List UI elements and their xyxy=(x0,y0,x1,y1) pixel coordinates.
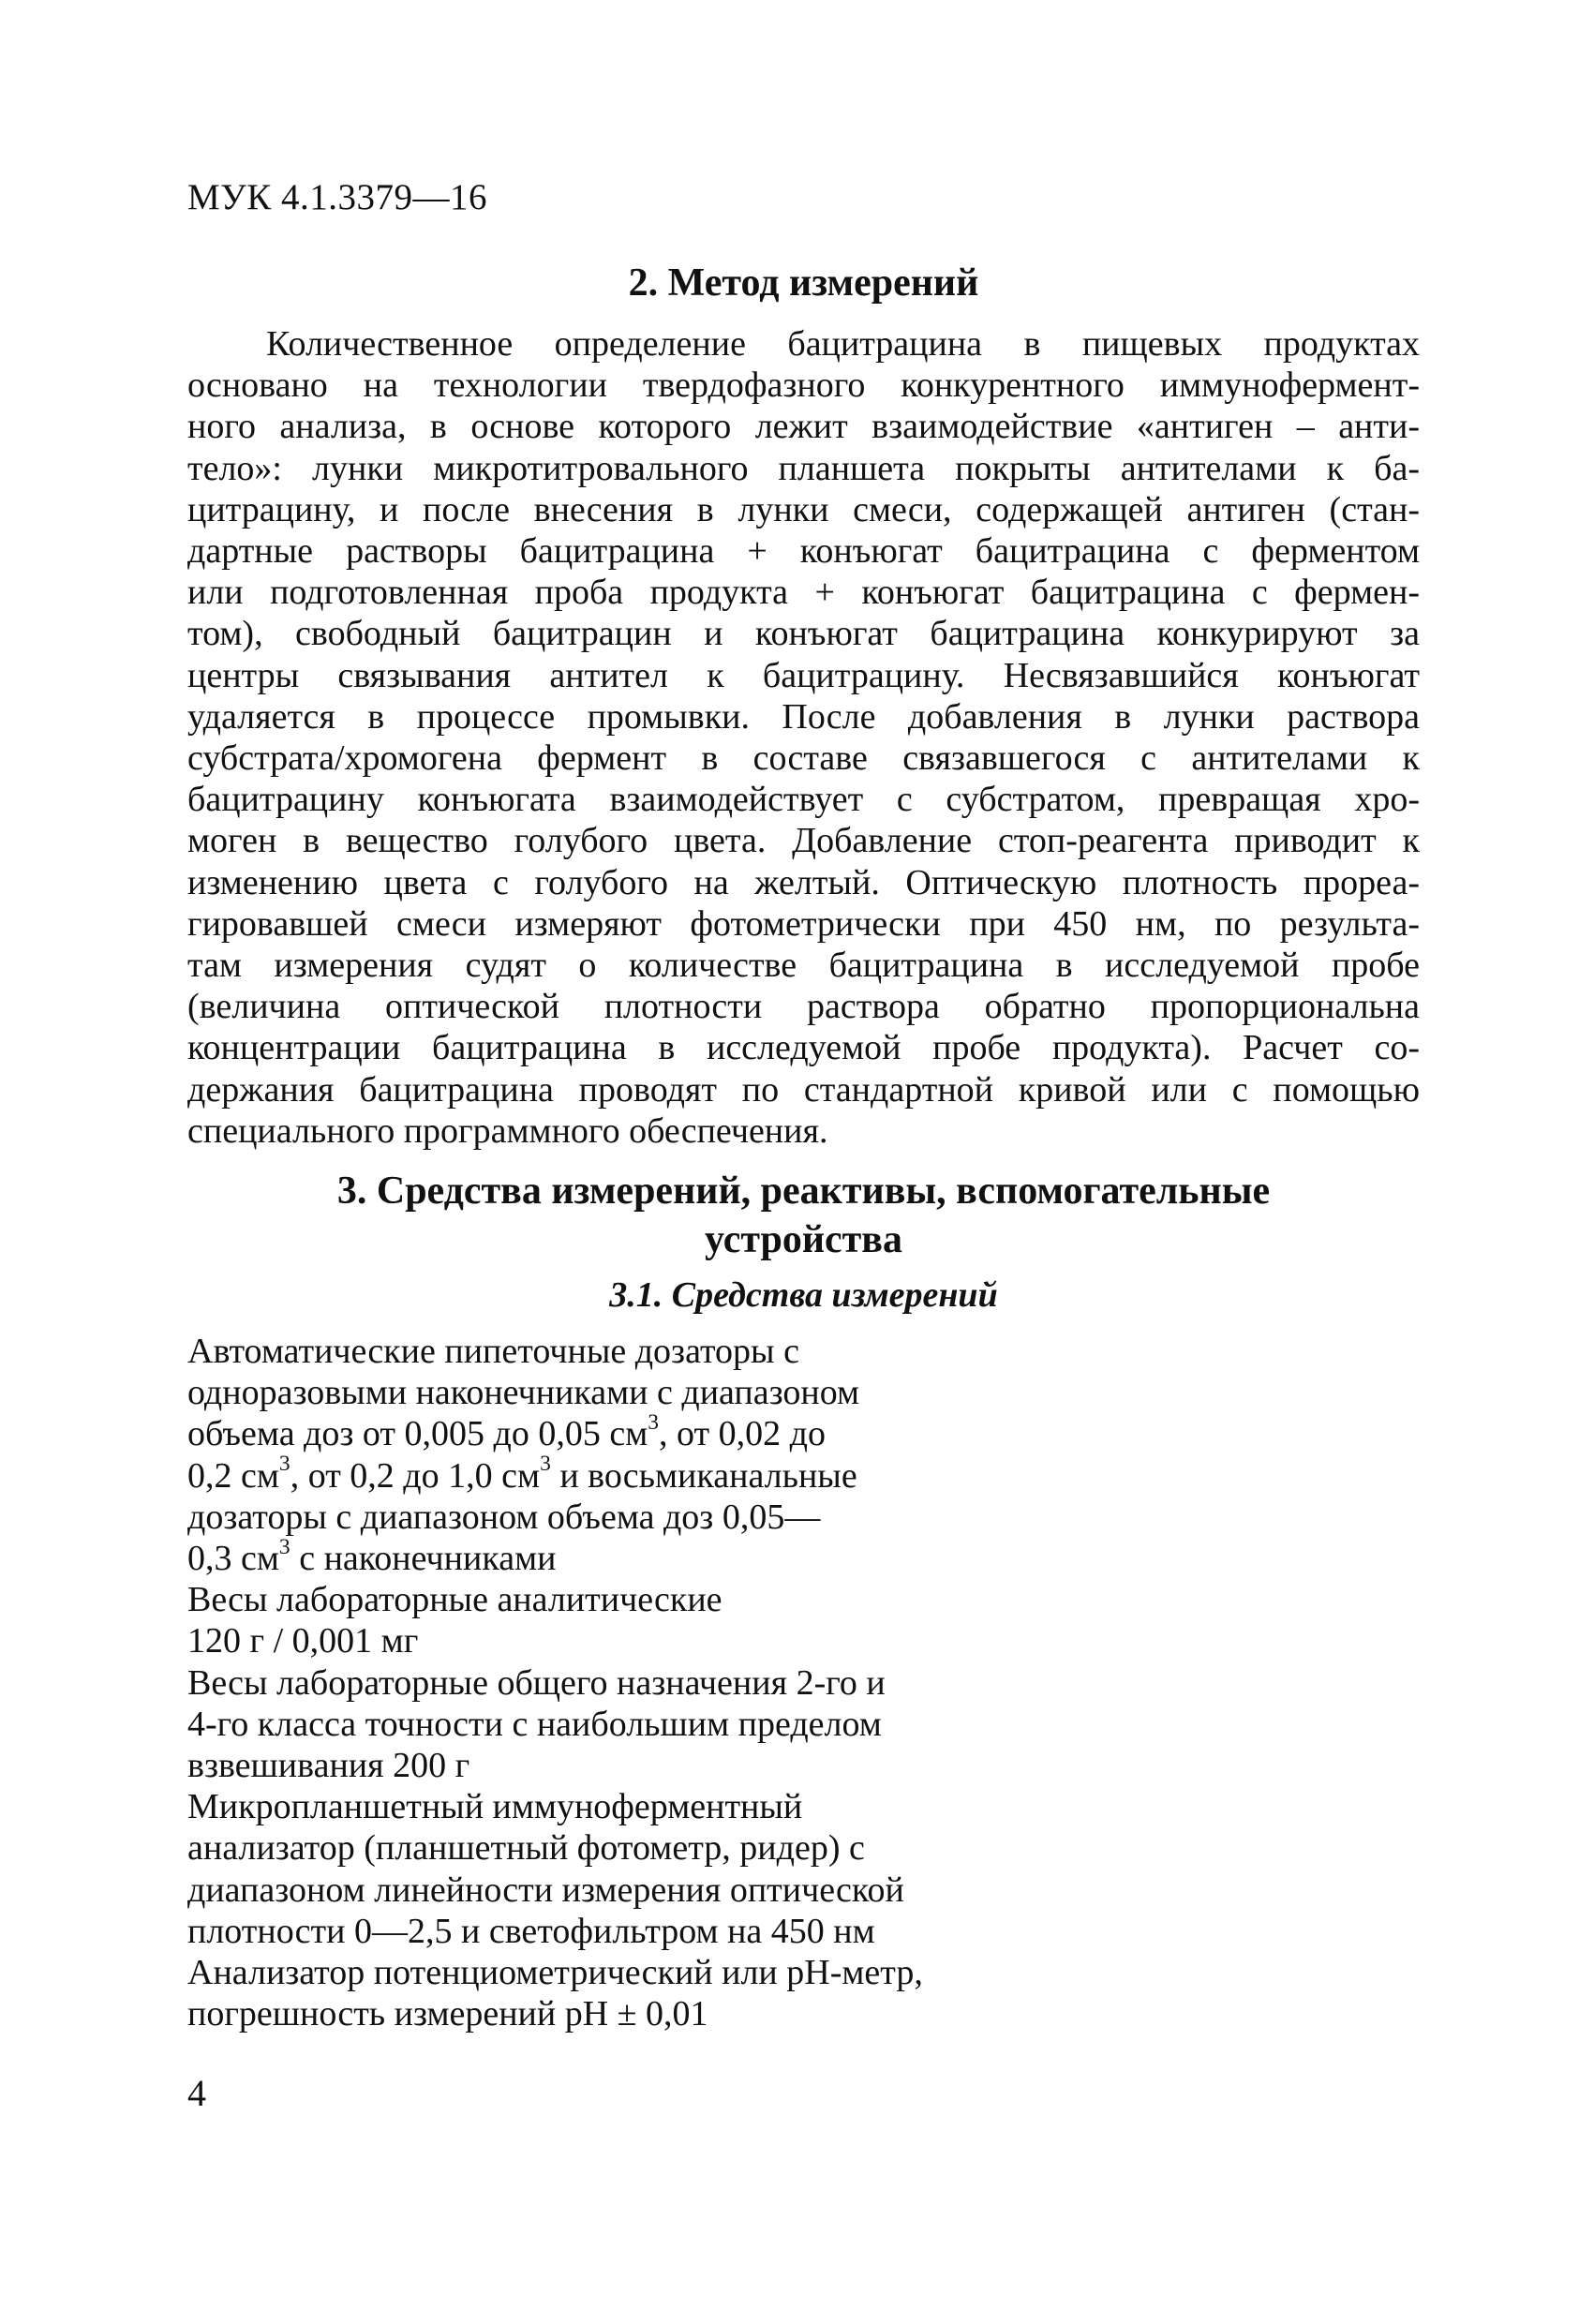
section-2-heading: 2. Метод измерений xyxy=(628,261,979,305)
paragraph-line: там измерения судят о количестве бацитрацина в исследуемой пробе xyxy=(187,946,1420,986)
list-item: Анализатор потенциометрический или pH-метр, xyxy=(187,1953,923,1993)
paragraph-line: цитрацину, и после внесения в лунки смеси, содержащей антиген (стан- xyxy=(187,489,1420,529)
paragraph-line: тело»: лунки микротитровального планшета покрыты антителами к ба- xyxy=(187,448,1420,488)
paragraph-line: основано на технологии твердофазного конкурентного иммунофермент- xyxy=(187,365,1420,406)
list-item: анализатор (планшетный фотометр, ридер) с xyxy=(187,1828,865,1869)
list-item: 0,2 $см^3$, от 0,2 до 1,0 $см^3$ и восьмиканальные xyxy=(187,1452,857,1496)
paragraph-line: специального программного обеспечения. xyxy=(187,1110,828,1151)
paragraph-line: бацитрацину конъюгата взаимодействует с субстратом, превращая хро- xyxy=(187,780,1420,820)
list-item: диапазоном линейности измерения оптической xyxy=(187,1870,904,1910)
paragraph-line: ного анализа, в основе которого лежит взаимодействие «антиген – анти- xyxy=(187,407,1420,447)
document-code: МУК 4.1.3379—16 xyxy=(187,177,488,217)
list-item: Весы лабораторные аналитические xyxy=(187,1580,723,1620)
paragraph-line: держания бацитрацина проводят по стандартной кривой или с помощью xyxy=(187,1069,1420,1110)
list-item: Микропланшетный иммуноферментный xyxy=(187,1787,803,1827)
page-number: 4 xyxy=(187,2072,206,2114)
list-item: 4-го класса точности с наибольшим пределом xyxy=(187,1704,882,1744)
paragraph-line: концентрации бацитрацина в исследуемой пробе продукта). Расчет со- xyxy=(187,1028,1420,1068)
paragraph-line: субстрата/хромогена фермент в составе связавшегося с антителами к xyxy=(187,738,1420,779)
subsection-3-1-heading: 3.1. Средства измерений xyxy=(609,1275,998,1315)
section-2-paragraph xyxy=(187,323,1420,1152)
list-item: Весы лабораторные общего назначения 2-го и xyxy=(187,1662,886,1703)
paragraph-line: моген в вещество голубого цвета. Добавление стоп-реагента приводит к xyxy=(187,821,1420,861)
paragraph-line: (величина оптической плотности раствора обратно пропорциональна xyxy=(187,987,1420,1027)
section-3-heading-line-1: 3. Средства измерений, реактивы, вспомогательные xyxy=(336,1169,1271,1213)
list-item: плотности 0—2,5 и светофильтром на 450 нм xyxy=(187,1911,875,1951)
measuring-instruments-list xyxy=(187,1331,1031,2034)
paragraph-line: изменению цвета с голубого на желтый. Оптическую плотность прореа- xyxy=(187,862,1420,902)
list-item: одноразовыми наконечниками с диапазоном xyxy=(187,1373,860,1413)
paragraph-line: или подготовленная проба продукта + конъюгат бацитрацина с фермен- xyxy=(187,573,1420,613)
section-3-heading-line-2: устройства xyxy=(704,1218,902,1261)
list-item: объема доз от 0,005 до 0,05 $см^3$, от 0,02 до xyxy=(187,1410,826,1454)
list-item: Автоматические пипеточные дозаторы с xyxy=(187,1332,799,1371)
section-3-heading xyxy=(187,1167,1420,1264)
paragraph-line: гировавшей смеси измеряют фотометрически при 450 нм, по результа- xyxy=(187,903,1420,944)
paragraph-line: том), свободный бацитрацин и конъюгат бацитрацина конкурируют за xyxy=(187,614,1420,654)
list-item: 120 г / 0,001 мг xyxy=(187,1621,419,1661)
list-item: взвешивания 200 г xyxy=(187,1746,470,1786)
paragraph-line: центры связывания антител к бацитрацину. Несвязавшийся конъюгат xyxy=(187,655,1420,695)
paragraph-line: Количественное определение бацитрацина в пищевых продуктах xyxy=(266,324,1420,364)
list-item: дозаторы с диапазоном объема доз 0,05— xyxy=(187,1497,821,1537)
paragraph-line: удаляется в процессе промывки. После добавления в лунки раствора xyxy=(187,696,1420,737)
list-item: 0,3 $см^3$ с наконечниками xyxy=(187,1534,557,1579)
list-item: погрешность измерений pH ± 0,01 xyxy=(187,1994,708,2034)
paragraph-line: дартные растворы бацитрацина + конъюгат бацитрацина с ферментом xyxy=(187,531,1420,572)
